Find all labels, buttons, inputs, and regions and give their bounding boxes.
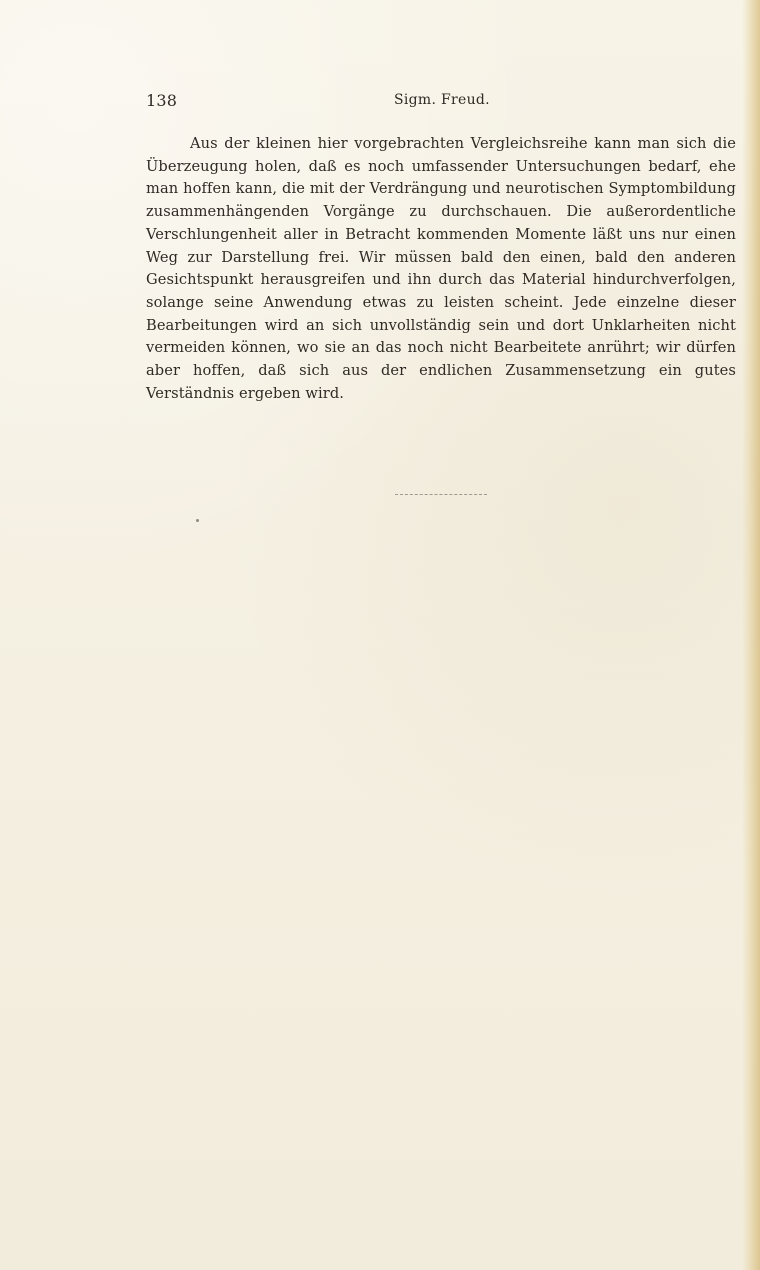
paragraph: Aus der kleinen hier vorgebrachten Vergleichsreihe kann man sich die Überzeugung holen, daß es noch umfassender Untersuchungen bedarf, ehe man hoffen kann, die mit der Verdrängung und neurotischen Symptombildung zusammenhängenden Vorgänge zu durchschauen. Die außerordentliche Verschlungenheit aller in Betracht kommenden Momente läßt uns nur einen Weg zur Darstellung frei. Wir müssen bald den einen, bald den anderen Gesichtspunkt herausgreifen und ihn durch das Material hindurchverfolgen, solange seine Anwendung etwas zu leisten scheint. Jede einzelne dieser Bearbeitungen wird an sich unvollständig sein und dort Unklarheiten nicht vermeiden können, wo sie an das noch nicht Bearbeitete anrührt; wir dürfen aber hoffen, daß sich aus der endlichen Zusammensetzung ein gutes Verständnis ergeben wird. <box>146 135 736 402</box>
page-header <box>146 91 736 113</box>
section-separator <box>395 494 487 495</box>
page-number: 138 <box>146 91 178 110</box>
body-text <box>146 133 736 405</box>
page-edge <box>742 0 760 1270</box>
paper-speck <box>196 519 199 522</box>
running-head: Sigm. Freud. <box>394 92 490 108</box>
